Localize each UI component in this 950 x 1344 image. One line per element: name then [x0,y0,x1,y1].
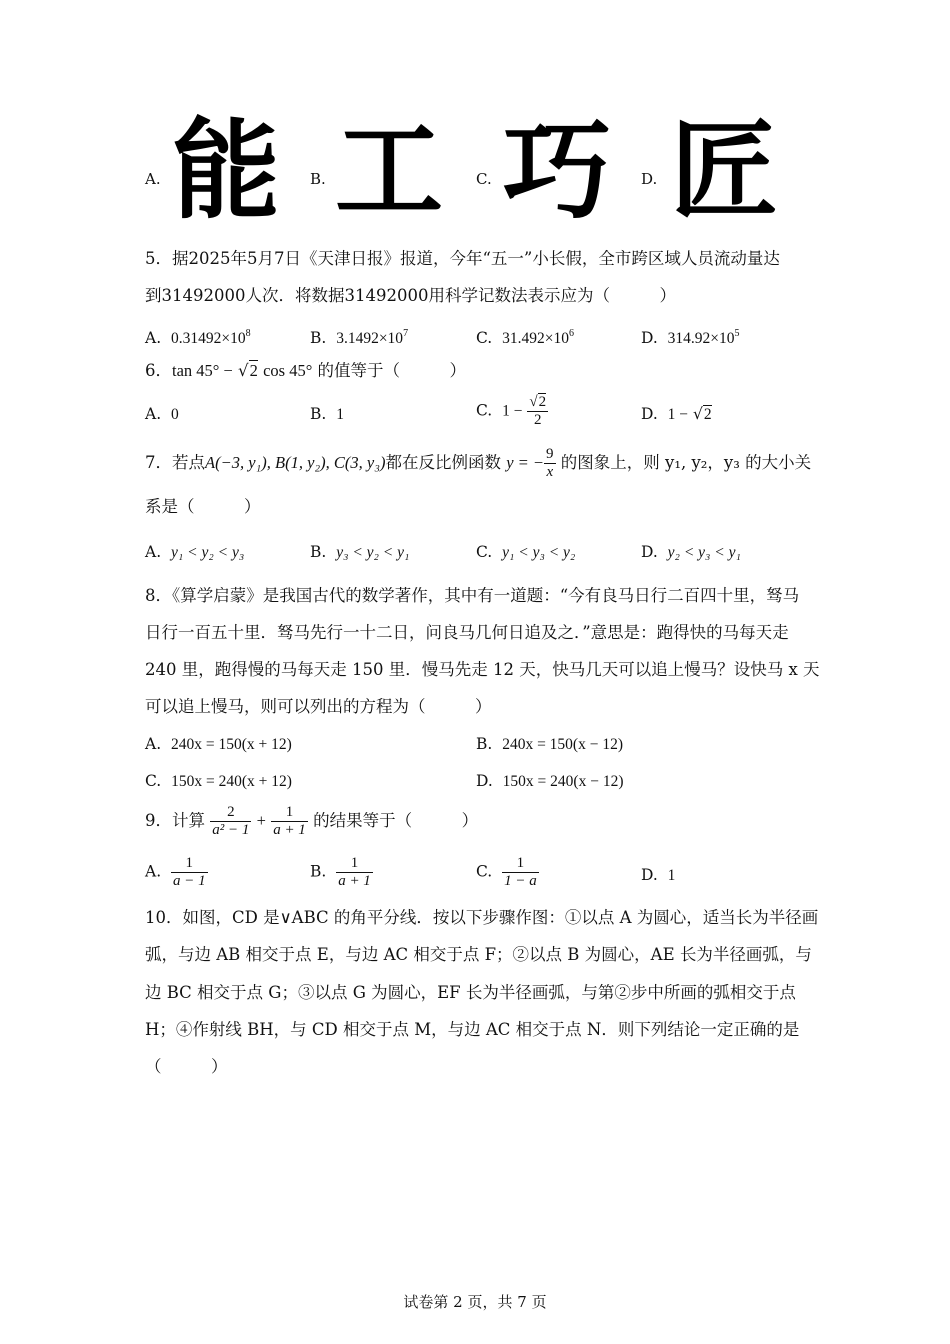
q8-line-4: 可以追上慢马，则可以列出的方程为（ ） [145,697,492,716]
q7-stem-line-1: 7．若点A(−3, y₁), B(1, y₂), C(3, y₃)都在反比例函数 y = − $\frac{9}{x}$ 的图象上，则 y₁, y₂，y₃ 的大小关 [145,446,812,480]
q9-option-a: A. $\frac{1}{a - 1}$ [145,855,206,889]
q4-option-c-char: 巧 [503,109,612,234]
q6-option-a: A. 0 [145,405,179,423]
page-footer: 试卷第 2 页，共 7 页 [403,1293,547,1311]
q9-option-b: B. $\frac{1}{a + 1}$ [310,855,371,889]
q8-option-c: C. 150x = 240(x + 12) [145,772,292,790]
q8-line-3: 240 里，跑得慢的马每天走 150 里．慢马先走 12 天，快马几天可以追上慢马？设快马 x 天 [145,660,820,679]
q5-line-2: 到31492000人次．将数据31492000用科学记数法表示应为（ ） [145,286,676,305]
q8-option-a: A. 240x = 150(x + 12) [145,735,292,753]
q4-option-d-label: D. [641,170,658,188]
q7-stem-line-2: 系是（ ） [145,497,261,516]
q4-option-c-label: C. [476,170,492,188]
q8-option-d: D. 150x = 240(x − 12) [476,772,624,790]
q8-line-1: 8．《算学启蒙》是我国古代的数学著作，其中有一道题：“今有良马日行二百四十里，驽马 [145,586,800,605]
q6-stem: 6．tan 45° − √2 cos 45° 的值等于（ ） [145,361,467,380]
q10-line-3: 边 BC 相交于点 G；③以点 G 为圆心，EF 长为半径画弧，与第②步中所画的弧相交于点 [145,983,796,1002]
q7-option-a: A. y₁ < y₂ < y₃ [145,543,245,561]
q6-option-c: C. 1 − $\frac{√2}{2}$ [476,394,547,428]
q5-option-c: C. $31.492\times 10^6$ [476,328,574,347]
q4-option-d-char: 匠 [670,109,779,234]
q6-option-b: B. 1 [310,405,344,423]
q8-option-b: B. 240x = 150(x − 12) [476,735,623,753]
q8-line-2: 日行一百五十里．驽马先行一十二日，问良马几何日追及之．”意思是：跑得快的马每天走 [145,623,789,642]
q4-option-a-char: 能 [172,109,281,234]
q9-option-d: D. 1 [641,866,676,884]
q4-option-a-label: A. [145,170,161,188]
q10-line-4: H；④作射线 BH，与 CD 相交于点 M，与边 AC 相交于点 N．则下列结论一定正确的是 [145,1020,800,1039]
q6-option-d: D. 1 − √2 [641,405,712,423]
q4-option-b-label: B. [310,170,326,188]
q5-option-d: D. $314.92\times 10^5$ [641,328,740,347]
q5-option-b: B. $3.1492\times 10^7$ [310,328,409,347]
q5-line-1: 5．据2025年5月7日《天津日报》报道，今年“五一”小长假，全市跨区域人员流动量达 [145,249,780,268]
q9-option-c: C. $\frac{1}{1 - a}$ [476,855,537,889]
q7-option-c: C. y₁ < y₃ < y₂ [476,543,576,561]
q4-option-b-char: 工 [335,109,444,234]
q10-line-1: 10．如图，CD 是∨ABC 的角平分线．按以下步骤作图：①以点 A 为圆心，适当长为半径画 [145,908,819,927]
q10-line-5: （ ） [145,1057,228,1076]
q9-stem: 9．计算 $\frac{2}{\text{a² − 1}}$ + $\frac{1}{a + 1}$ 的结果等于（ ） [145,804,479,838]
q5-option-a: A. $0.31492\times 10^8$ [145,328,251,347]
q10-line-2: 弧，与边 AB 相交于点 E，与边 AC 相交于点 F；②以点 B 为圆心，AE 长为半径画弧，与 [145,945,812,964]
q7-option-b: B. y₃ < y₂ < y₁ [310,543,410,561]
q7-option-d: D. y₂ < y₃ < y₁ [641,543,741,561]
